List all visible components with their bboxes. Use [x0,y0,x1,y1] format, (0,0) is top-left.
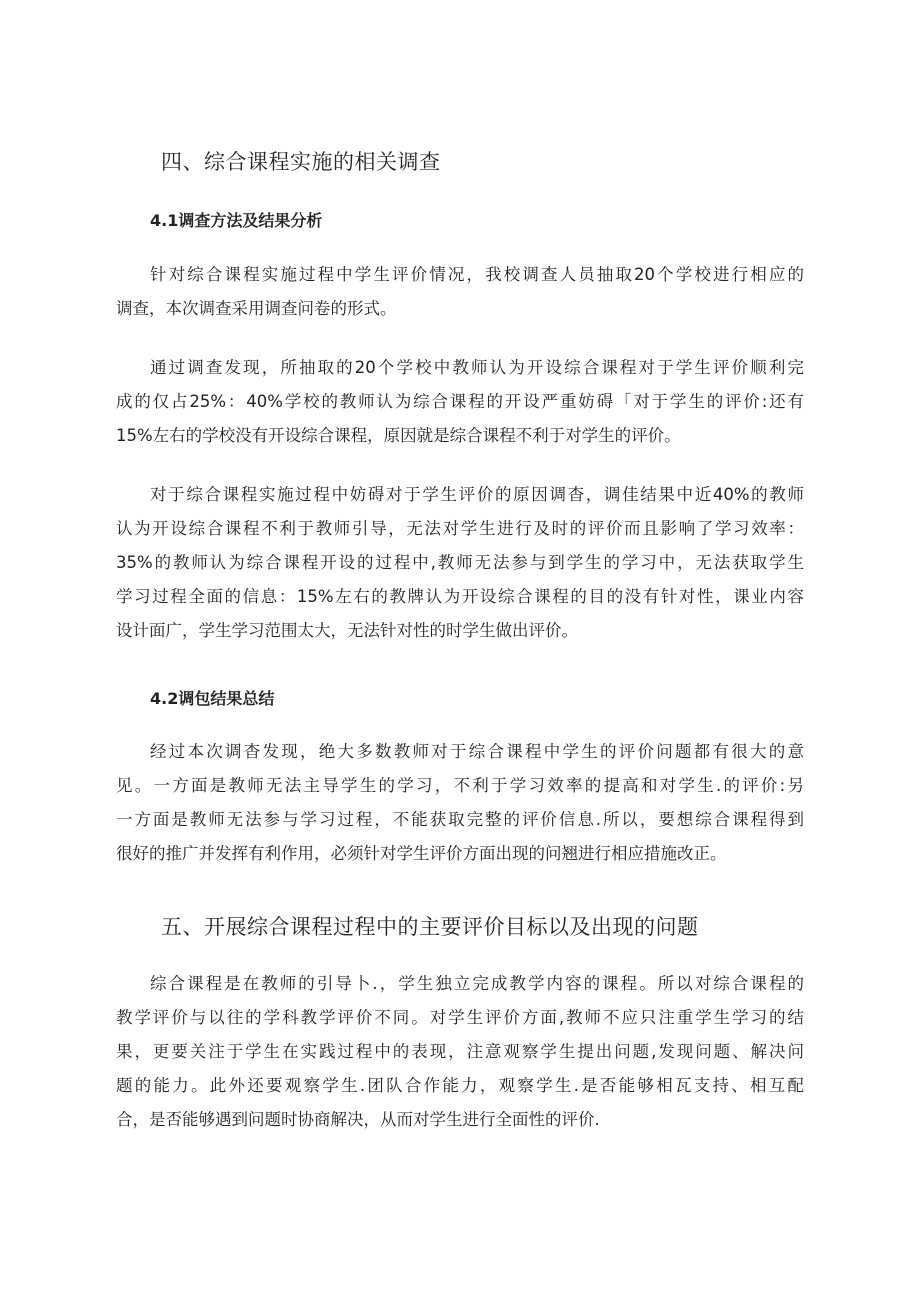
paragraph-line: 一方面是教师无法参与学习过程，不能获取完整的评价信息.所以，要想综合课程得到 [116,810,804,829]
paragraph-survey-findings [116,351,804,453]
paragraph-line: 针对综合课程实施过程中学生评价情况，我校调查人员抽取20个学校进行相应的 [150,265,804,284]
paragraph-line: 综合课程是在教师的引导卜.，学生独立完成教学内容的课程。所以对综合课程的 [150,974,804,993]
paragraph-line: 经过本次调杳发现，绝大多数教师对于综合课程中学生的评价问题都有很大的意 [150,742,804,761]
paragraph-evaluation-goals [116,967,804,1137]
paragraph-line: 成的仅占25%：40%学校的教师认为综合课程的开设严重妨碍「对于学生的评价:还有 [116,392,804,411]
paragraph-line: 很好的推广并发挥有利作用，必须针对学生评价方面出现的问翘进行相应措施改正。 [116,844,727,863]
paragraph-line: 题的能力。此外还要观察学生.团队合作能力，观察学生.是否能够相瓦支持、相互配 [116,1076,804,1095]
paragraph-line: 学习过程全面的信息：15%左右的教牌认为开设综合课程的目的没有针对性，课业内容 [116,587,804,606]
paragraph-survey-summary [116,735,804,871]
paragraph-line: 果，更要关注于学生在实践过程中的表现，注意观察学生提出问题,发现问题、解决问 [116,1042,804,1061]
paragraph-line: 教学评价与以往的学科教学评价不同。对学生评价方面,教师不应只注重学生学习的结 [116,1008,804,1027]
paragraph-line: 设计面广，学生学习范围太大，无法针对性的时学生做出评价。 [116,621,578,640]
subsection-4-2-heading: 4.2调包结果总结 [150,689,275,708]
paragraph-survey-reasons [116,478,804,648]
paragraph-survey-method [116,258,804,326]
paragraph-line: 通过调查发现，所抽取的20个学校中教师认为开设综合课程对于学生评价顺利完 [150,358,804,377]
paragraph-line: 调查，本次调查采用调查问卷的形式。 [116,299,397,318]
paragraph-line: 对于综合课程实施过程中妨碍对于学生评价的原因调杳，调佳结果中近40%的教师 [150,485,804,504]
paragraph-line: 15%左右的学校没有开设综合课程，原因就是综合课程不利于对学生的评价。 [116,426,681,445]
section-4-heading: 四、综合课程实施的相关调查 [161,150,441,174]
paragraph-line: 合，是否能够遇到问题时协商解决，从而对学生进行全面性的评价. [116,1110,600,1129]
section-5-heading: 五、开展综合课程过程中的主要评价目标以及出现的问题 [161,915,699,939]
subsection-4-1-heading: 4.1调查方法及结果分析 [150,211,323,230]
paragraph-line: 认为开设综合课程不利于教师引导，无法对学生进行及时的评价而且影响了学习效率： [116,519,804,538]
paragraph-line: 见。一方面是教师无法主导学生的学习，不利于学习效率的提高和对学生.的评价:另 [116,776,804,795]
paragraph-line: 35%的教师认为综合课程开设的过程中,教师无法参与到学生的学习中，无法获取学生 [116,553,804,572]
